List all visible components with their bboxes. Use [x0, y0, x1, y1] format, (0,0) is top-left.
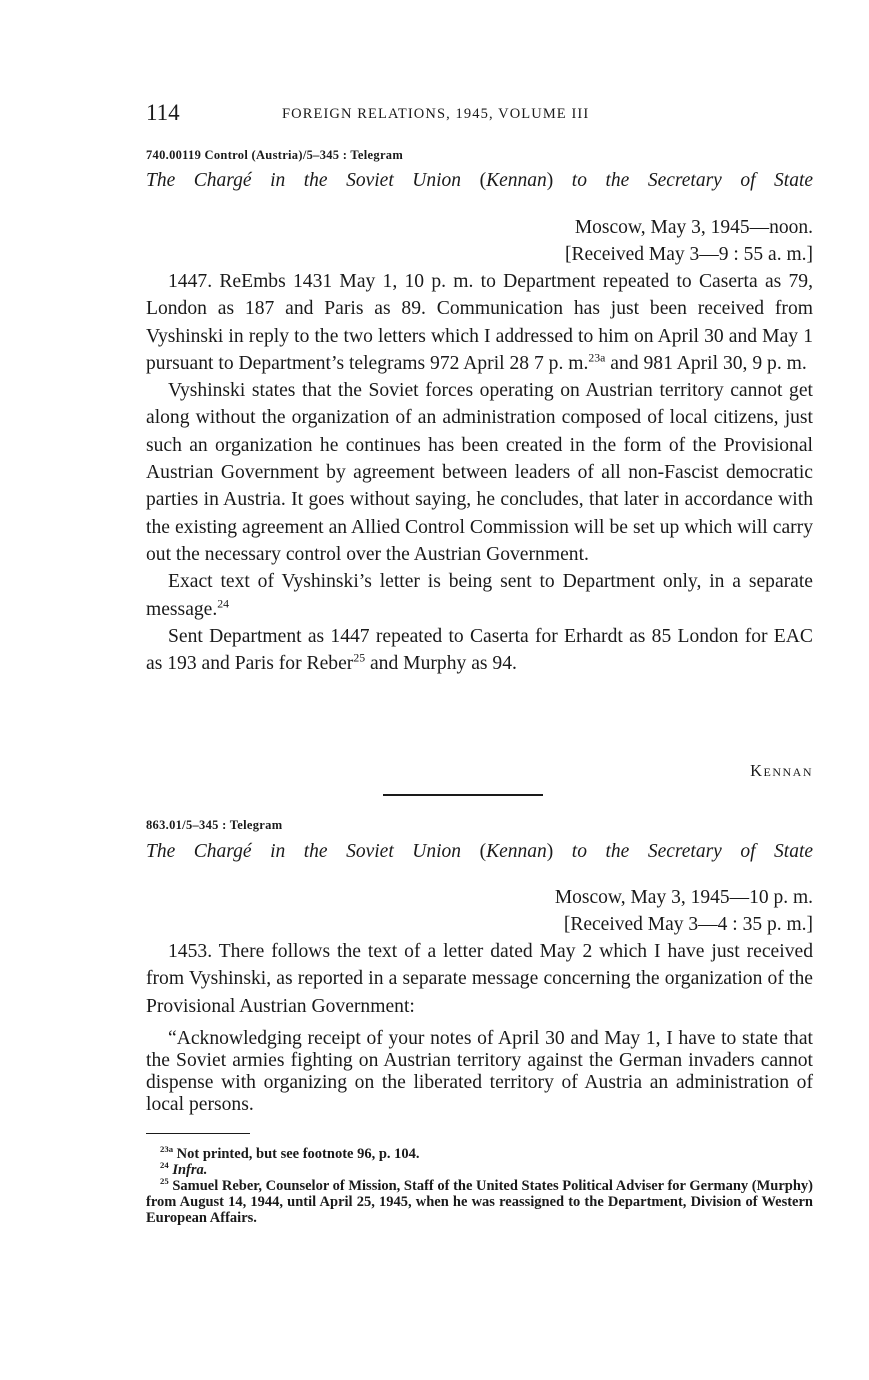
- page-header: [146, 100, 813, 130]
- page-number: 114: [146, 100, 180, 125]
- doc1-date: Moscow, May 3, 1945—noon.: [574, 217, 813, 238]
- doc2-dateline: [146, 884, 813, 938]
- doc1-paragraph-4: [146, 623, 813, 678]
- doc1-para1-text-a: 1447. ReEmbs 1431 May 1, 10 p. m. to Department repeated to Caserta as 79, London as 187 and Paris as 89. Communication has just been received from Vyshinski in reply to the two letters which I addressed to him on April 30 and May 1 pursuant to Department’s telegrams 972 April 28 7 p. m.: [146, 271, 813, 374]
- doc2-title-paren-open: (: [461, 841, 487, 862]
- doc2-quote-paragraph: “Acknowledging receipt of your notes of April 30 and May 1, I have to state that the Soviet armies fighting on Austrian territory against the German invaders cannot dispense with organizing on the liberated territory of Austria an administration of local persons.: [146, 1028, 813, 1115]
- doc2-title-part2: Kennan: [486, 841, 547, 862]
- doc1-para1-text-b: and 981 April 30, 9 p. m.: [605, 352, 807, 374]
- running-head: FOREIGN RELATIONS, 1945, VOLUME III: [282, 106, 590, 122]
- doc2-title-part1: The Chargé in the Soviet Union: [146, 841, 462, 862]
- doc1-dateline: [146, 214, 813, 268]
- footnotes: [146, 1146, 813, 1226]
- doc1-paragraph-2: Vyshinski states that the Soviet forces operating on Austrian territory cannot get along without the organization of an administration composed of local citizens, just such an organization he continues has been created in the form of the Provisional Austrian Government by agreement between leaders of all non-Fascist democratic parties in Austria. It goes without saying, he concludes, that later in accordance with the existing agreement an Allied Control Commission will be set up which will carry out the necessary control over the Austrian Government.: [146, 380, 813, 565]
- doc1-paragraph-1: [146, 268, 813, 377]
- footnote-ref-24[interactable]: 24: [217, 597, 230, 611]
- doc1-para3-text: Exact text of Vyshinski’s letter is being sent to Department only, in a separate message.: [146, 571, 813, 620]
- section-divider: [383, 794, 543, 796]
- doc2-title-paren-close: ): [546, 841, 572, 862]
- doc2-date: Moscow, May 3, 1945—10 p. m.: [554, 887, 813, 908]
- doc1-signature: Kennan: [750, 761, 813, 780]
- doc2-title-part3: to the Secretary of State: [571, 841, 814, 862]
- footnote-24: [146, 1162, 813, 1178]
- doc1-title: [146, 170, 813, 192]
- footnote-text-24: Infra.: [168, 1162, 208, 1178]
- doc1-title-part3: to the Secretary of State: [571, 170, 814, 191]
- doc1-title-part1: The Chargé in the Soviet Union: [146, 170, 462, 191]
- doc1-title-paren-close: ): [546, 170, 572, 191]
- doc1-para4-text-b: and Murphy as 94.: [365, 653, 517, 675]
- footnote-rule: [146, 1133, 250, 1134]
- footnote-23a: [146, 1146, 813, 1162]
- doc1-title-part2: Kennan: [486, 170, 547, 191]
- footnote-mark-23a: 23a: [160, 1144, 174, 1155]
- footnote-text-25: Samuel Reber, Counselor of Mission, Staff of the United States Political Adviser for Germany (Murphy) from August 14, 1944, until April 25, 1945, when he was reassigned to the Department, Division of Western European Affairs.: [146, 1178, 813, 1226]
- doc1-file-ref: 740.00119 Control (Austria)/5–345 : Telegram: [146, 148, 404, 162]
- footnote-text-23a: Not printed, but see footnote 96, p. 104.: [173, 1146, 420, 1162]
- doc1-title-paren-open: (: [461, 170, 487, 191]
- doc1-paragraph-3: [146, 568, 813, 623]
- footnote-mark-24: 24: [160, 1160, 169, 1171]
- footnote-mark-25: 25: [160, 1176, 169, 1187]
- doc2-paragraph-1: 1453. There follows the text of a letter dated May 2 which I have just received from Vyshinski, as reported in a separate message concerning the organization of the Provisional Austrian Government:: [146, 941, 813, 1017]
- footnote-ref-23a[interactable]: 23a: [588, 351, 606, 365]
- doc2-quoted-letter: [146, 1028, 813, 1116]
- doc1-body: [146, 268, 813, 677]
- doc2-received: [Received May 3—4 : 35 p. m.]: [563, 914, 813, 935]
- doc1-para4-text-a: Sent Department as 1447 repeated to Caserta for Erhardt as 85 London for EAC as 193 and Paris for Reber: [146, 625, 813, 675]
- footnote-ref-25[interactable]: 25: [353, 651, 366, 665]
- doc2-title: [146, 841, 813, 863]
- doc2-file-ref: 863.01/5–345 : Telegram: [146, 818, 283, 832]
- footnote-25: [146, 1178, 813, 1226]
- doc2-body: [146, 938, 813, 1020]
- doc1-received: [Received May 3—9 : 55 a. m.]: [564, 244, 813, 265]
